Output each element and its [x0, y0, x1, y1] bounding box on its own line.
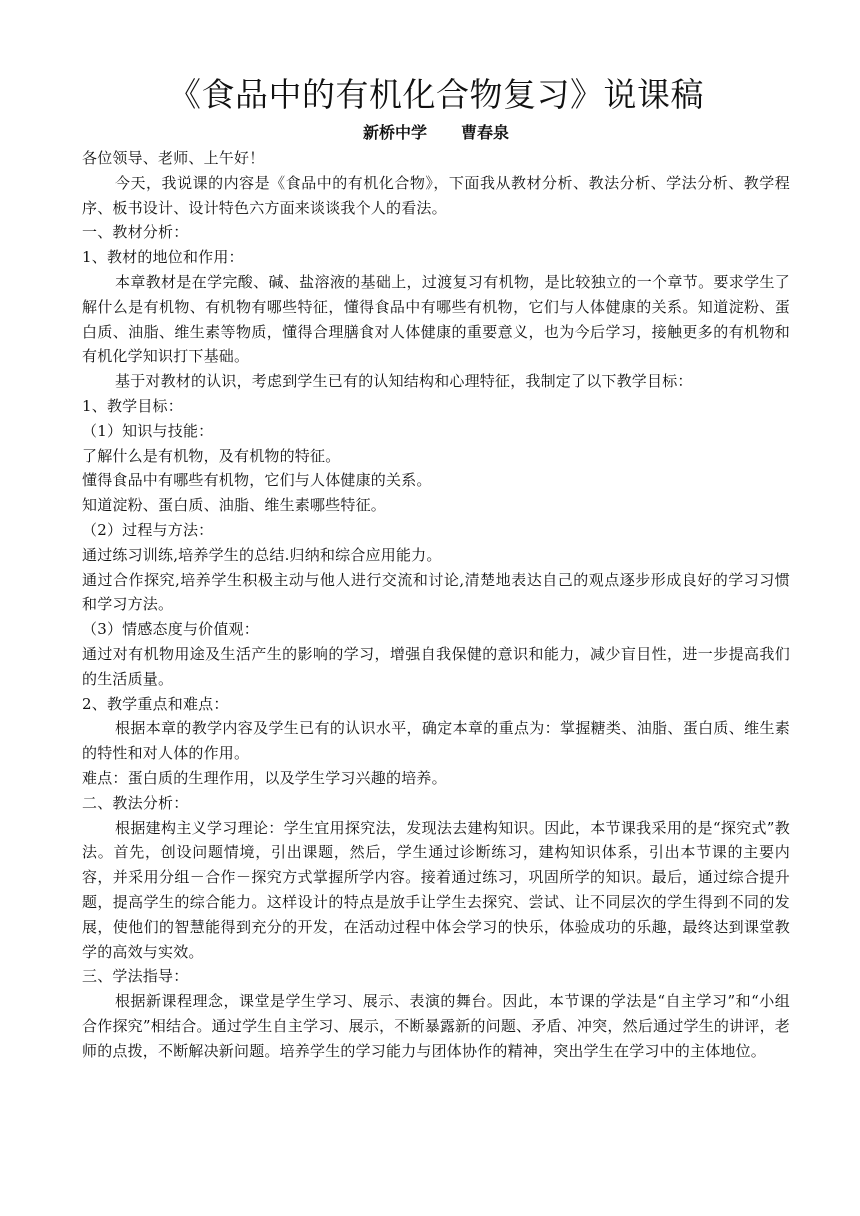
- paragraph: 今天，我说课的内容是《食品中的有机化合物》，下面我从教材分析、教法分析、学法分析、教学程序、板书设计、设计特色六方面来谈谈我个人的看法。: [82, 173, 790, 217]
- paragraph: （3）情感态度与价值观：: [82, 620, 259, 639]
- author-line: [82, 120, 790, 146]
- paragraph: 根据建构主义学习理论：学生宜用探究法，发现法去建构知识。因此，本节课我采用的是“探究式”教法。首先，创设问题情境，引出课题，然后，学生通过诊断练习，建构知识体系，引出本节课的主要内容，并采用分组－合作－探究方式掌握所学内容。接着通过练习，巩固所学的知识。最后，通过综合提升题，提高学生的综合能力。这样设计的特点是放手让学生去探究、尝试、让不同层次的学生得到不同的发展，使他们的智慧能得到充分的开发，在活动过程中体会学习的快乐，体验成功的乐趣，最终达到课堂教学的高效与实效。: [82, 818, 790, 961]
- paragraph: 1、教材的地位和作用：: [82, 248, 244, 267]
- paragraph: （1）知识与技能：: [82, 421, 214, 440]
- paragraph: 2、教学重点和难点：: [82, 694, 229, 713]
- paragraph: 根据新课程理念，课堂是学生学习、展示、表演的舞台。因此，本节课的学法是“自主学习”和“小组合作探究”相结合。通过学生自主学习、展示，不断暴露新的问题、矛盾、冲突，然后通过学生的讲评，老师的点拨，不断解决新问题。培养学生的学习能力与团体协作的精神，突出学生在学习中的主体地位。: [82, 992, 790, 1060]
- paragraph: 一、教材分析：: [82, 223, 189, 242]
- paragraph: 通过对有机物用途及生活产生的影响的学习，增强自我保健的意识和能力，减少盲目性，进一步提高我们的生活质量。: [82, 644, 790, 688]
- paragraph: 通过练习训练,培养学生的总结.归纳和综合应用能力。: [82, 545, 442, 564]
- paragraph: 1、教学目标：: [82, 396, 183, 415]
- paragraph: 知道淀粉、蛋白质、油脂、维生素哪些特征。: [82, 496, 387, 515]
- document-title: 《食品中的有机化合物复习》说课稿: [168, 75, 704, 114]
- paragraph: 难点：蛋白质的生理作用，以及学生学习兴趣的培养。: [82, 768, 447, 787]
- author-name: 曹春泉: [461, 123, 510, 142]
- paragraph: （2）过程与方法：: [82, 520, 214, 539]
- paragraph: 三、学法指导：: [82, 967, 189, 986]
- paragraph: 各位领导、老师、上午好！: [82, 149, 265, 167]
- paragraph: 通过合作探究,培养学生积极主动与他人进行交流和讨论,清楚地表达自己的观点逐步形成良好的学习习惯和学习方法。: [82, 570, 790, 614]
- paragraph: 基于对教材的认识，考虑到学生已有的认知结构和心理特征，我制定了以下教学目标：: [115, 372, 693, 391]
- document-body: [82, 146, 790, 1063]
- paragraph: 懂得食品中有哪些有机物，它们与人体健康的关系。: [82, 471, 432, 490]
- paragraph: 根据本章的教学内容及学生已有的认识水平，确定本章的重点为：掌握糖类、油脂、蛋白质、维生素的特性和对人体的作用。: [82, 719, 790, 763]
- paragraph: 本章教材是在学完酸、碱、盐溶液的基础上，过渡复习有机物，是比较独立的一个章节。要求学生了解什么是有机物、有机物有哪些特征，懂得食品中有哪些有机物，它们与人体健康的关系。知道淀粉、蛋白质、油脂、维生素等物质，懂得合理膳食对人体健康的重要意义，也为今后学习，接触更多的有机物和有机化学知识打下基础。: [82, 272, 790, 366]
- school-name: 新桥中学: [362, 123, 427, 142]
- paragraph: 二、教法分析：: [82, 793, 189, 812]
- paragraph: 了解什么是有机物，及有机物的特征。: [82, 446, 341, 465]
